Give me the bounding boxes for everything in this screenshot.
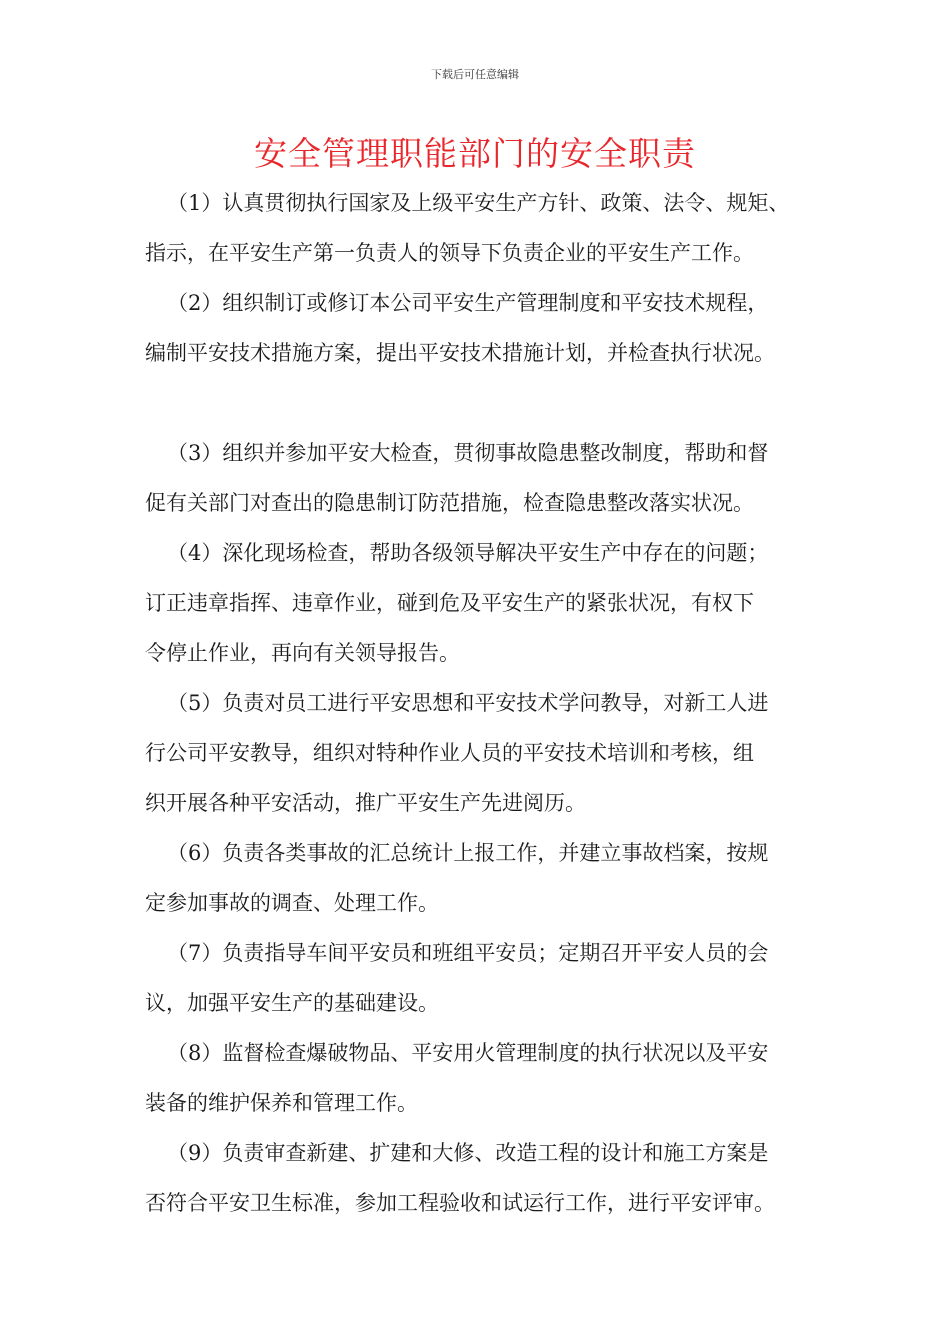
paragraph-line: 订正违章指挥、违章作业，碰到危及平安生产的紧张状况，有权下 bbox=[145, 591, 754, 615]
paragraph-6 bbox=[145, 828, 825, 928]
paragraph-4 bbox=[145, 528, 825, 678]
paragraph-line: （9）负责审查新建、扩建和大修、改造工程的设计和施工方案是 bbox=[167, 1141, 769, 1165]
paragraph-2 bbox=[145, 278, 825, 378]
paragraph-7 bbox=[145, 928, 825, 1028]
paragraph-line: 促有关部门对查出的隐患制订防范措施，检查隐患整改落实状况。 bbox=[145, 491, 754, 515]
blank-line bbox=[145, 378, 825, 428]
paragraph-line: 装备的维护保养和管理工作。 bbox=[145, 1091, 418, 1115]
paragraph-5 bbox=[145, 678, 825, 828]
paragraph-3 bbox=[145, 428, 825, 528]
paragraph-1 bbox=[145, 178, 825, 278]
header-note: 下载后可任意编辑 bbox=[431, 68, 519, 81]
paragraph-line: （6）负责各类事故的汇总统计上报工作，并建立事故档案，按规 bbox=[167, 841, 769, 865]
paragraph-line: 定参加事故的调查、处理工作。 bbox=[145, 891, 439, 915]
paragraph-line: （3）组织并参加平安大检查，贯彻事故隐患整改制度，帮助和督 bbox=[167, 441, 769, 465]
paragraph-line: （7）负责指导车间平安员和班组平安员；定期召开平安人员的会 bbox=[167, 941, 769, 965]
paragraph-line: 行公司平安教导，组织对特种作业人员的平安技术培训和考核，组 bbox=[145, 741, 754, 765]
paragraph-8 bbox=[145, 1028, 825, 1128]
paragraph-line: （1）认真贯彻执行国家及上级平安生产方针、政策、法令、规矩、 bbox=[167, 191, 790, 215]
paragraph-9 bbox=[145, 1128, 825, 1228]
paragraph-line: 织开展各种平安活动，推广平安生产先进阅历。 bbox=[145, 791, 586, 815]
paragraph-line: （8）监督检查爆破物品、平安用火管理制度的执行状况以及平安 bbox=[167, 1041, 769, 1065]
paragraph-line: （2）组织制订或修订本公司平安生产管理制度和平安技术规程， bbox=[167, 291, 769, 315]
paragraph-line: 否符合平安卫生标准，参加工程验收和试运行工作，进行平安评审。 bbox=[145, 1191, 775, 1215]
document-body bbox=[145, 178, 825, 1228]
paragraph-line: 令停止作业，再向有关领导报告。 bbox=[145, 641, 460, 665]
paragraph-line: 指示，在平安生产第一负责人的领导下负责企业的平安生产工作。 bbox=[145, 241, 754, 265]
paragraph-line: 议，加强平安生产的基础建设。 bbox=[145, 991, 439, 1015]
paragraph-line: 编制平安技术措施方案，提出平安技术措施计划，并检查执行状况。 bbox=[145, 341, 775, 365]
paragraph-line: （5）负责对员工进行平安思想和平安技术学问教导，对新工人进 bbox=[167, 691, 769, 715]
paragraph-line: （4）深化现场检查，帮助各级领导解决平安生产中存在的问题； bbox=[167, 541, 769, 565]
document-title: 安全管理职能部门的安全职责 bbox=[254, 134, 696, 173]
